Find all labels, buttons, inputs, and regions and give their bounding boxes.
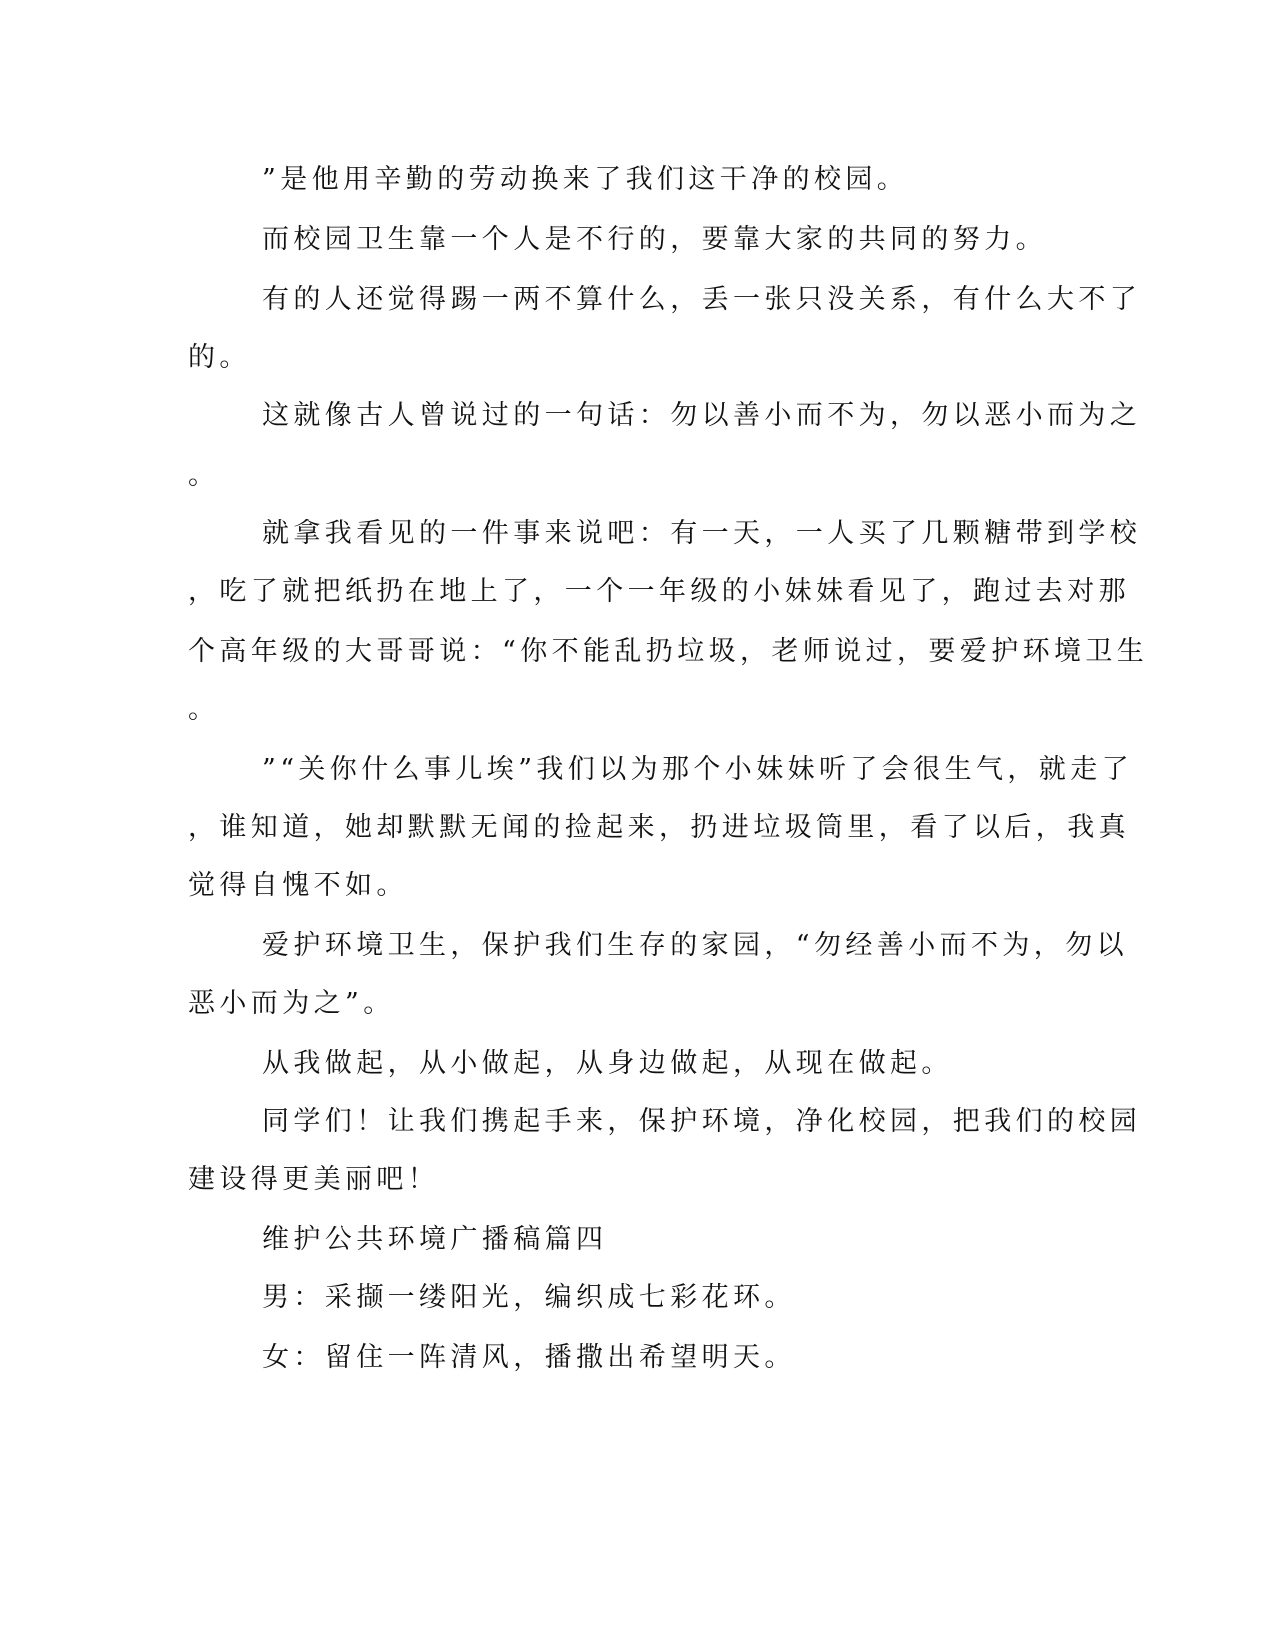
section-heading: 维护公共环境广播稿篇四: [262, 1224, 608, 1255]
text-line: 就拿我看见的一件事来说吧：有一天，一人买了几颗糖带到学校: [262, 518, 1142, 549]
text-line: 爱护环境卫生，保护我们生存的家园，“勿经善小而不为，勿以: [262, 930, 1129, 961]
text-line: 。: [188, 694, 220, 725]
text-line: 同学们！让我们携起手来，保护环境，净化校园，把我们的校园: [262, 1106, 1142, 1137]
text-line: 有的人还觉得踢一两不算什么，丢一张只没关系，有什么大不了: [262, 284, 1142, 315]
text-line: ”“关你什么事儿埃”我们以为那个小妹妹听了会很生气，就走了: [262, 754, 1134, 785]
text-line: ，谁知道，她却默默无闻的捡起来，扔进垃圾筒里，看了以后，我真: [188, 812, 1130, 843]
text-line: 个高年级的大哥哥说：“你不能乱扔垃圾，老师说过，要爱护环境卫生: [188, 636, 1149, 667]
text-line: 恶小而为之”。: [188, 988, 395, 1019]
text-line: 这就像古人曾说过的一句话：勿以善小而不为，勿以恶小而为之: [262, 400, 1142, 431]
text-line: 而校园卫生靠一个人是不行的，要靠大家的共同的努力。: [262, 224, 1047, 255]
text-line: 觉得自愧不如。: [188, 870, 408, 901]
text-line: 女：留住一阵清风，播撒出希望明天。: [262, 1342, 796, 1373]
text-line: 。: [188, 460, 220, 491]
text-line: 的。: [188, 342, 251, 373]
text-line: 建设得更美丽吧！: [188, 1164, 440, 1195]
text-line: ，吃了就把纸扔在地上了，一个一年级的小妹妹看见了，跑过去对那: [188, 576, 1130, 607]
text-line: 从我做起，从小做起，从身边做起，从现在做起。: [262, 1048, 953, 1079]
text-line: ”是他用辛勤的劳动换来了我们这干净的校园。: [262, 164, 909, 195]
text-line: 男：采撷一缕阳光，编织成七彩花环。: [262, 1282, 796, 1313]
